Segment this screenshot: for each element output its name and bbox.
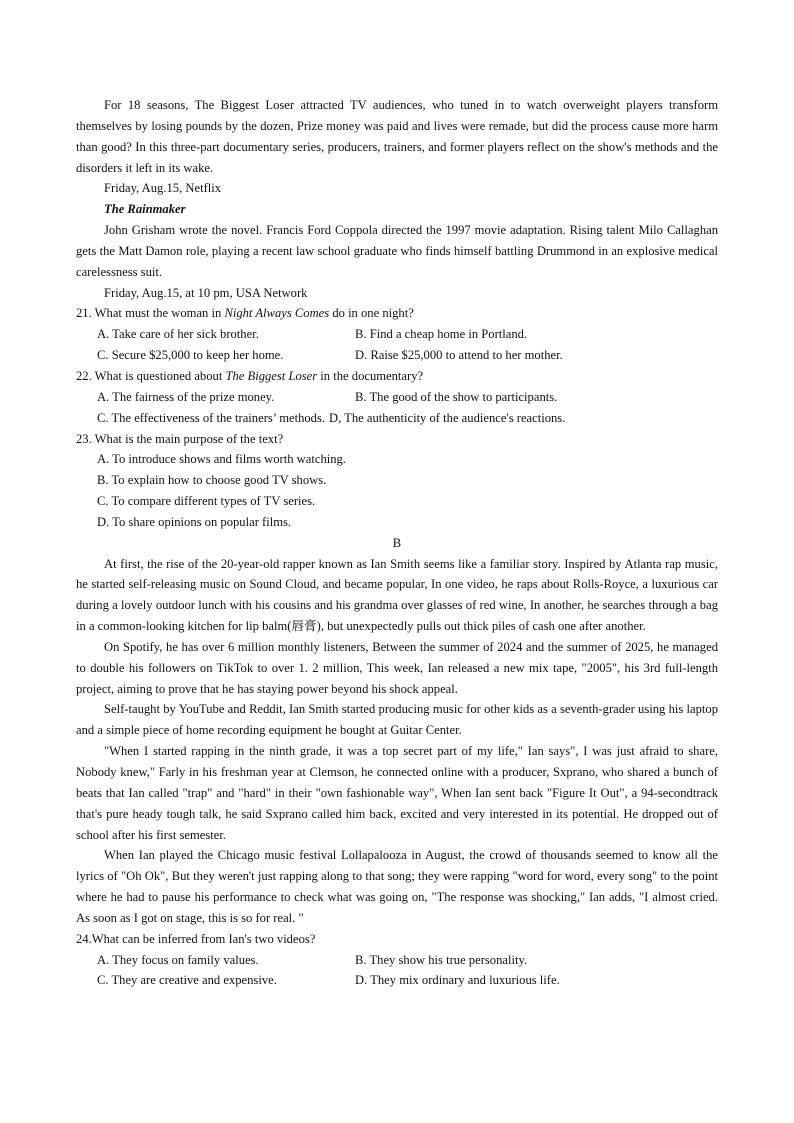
question-22-options bbox=[76, 387, 718, 429]
q21-option-d: D. Raise $25,000 to attend to her mother. bbox=[355, 348, 563, 363]
question-22-stem-post: in the documentary? bbox=[317, 368, 424, 383]
question-21 bbox=[76, 303, 718, 324]
q24-option-a: A. They focus on family values. bbox=[97, 952, 259, 967]
q21-option-c: C. Secure $25,000 to keep her home. bbox=[97, 348, 284, 363]
rainmaker-description: John Grisham wrote the novel. Francis Ford Coppola directed the 1997 movie adaptation. Rising talent Milo Callaghan gets the Matt Damon role, playing a recent law school graduate who finds himself battling Drummond in an explosive medical carelessness suit. bbox=[76, 223, 718, 279]
q24-option-b: B. They show his true personality. bbox=[355, 952, 528, 967]
biggest-loser-description: For 18 seasons, The Biggest Loser attracted TV audiences, who tuned in to watch overweight players transform themselves by losing pounds by the dozen, Prize money was paid and lives were remade, but did the process cause more harm than good? In this three-part documentary series, producers, trainers, and former players reflect on the show's methods and the disorders it left in its wake. bbox=[76, 98, 718, 175]
q22-option-d: D, The authenticity of the audience's reactions. bbox=[329, 410, 566, 425]
exam-page bbox=[76, 95, 718, 991]
question-24: 24.What can be inferred from Ian's two videos? bbox=[76, 931, 316, 946]
q23-option-b: B. To explain how to choose good TV shows. bbox=[97, 473, 327, 488]
question-24-options bbox=[76, 950, 718, 992]
passage-b-paragraph-1: At first, the rise of the 20-year-old rapper known as Ian Smith seems like a familiar story. Inspired by Atlanta rap music, he started self-releasing music on Sound Cloud, and became popular, In one video, he raps about Rolls-Royce, a luxurious car during a lovely outdoor lunch with his cousins and his grandma over glasses of red wine, In another, he searches through a bag in a common-looking kitchen for lip balm(唇膏), but unexpectedly pulls out thick piles of cash one after another. bbox=[76, 556, 718, 634]
question-22 bbox=[76, 366, 718, 387]
rainmaker-airtime: Friday, Aug.15, at 10 pm, USA Network bbox=[104, 285, 308, 300]
q22-option-b: B. The good of the show to participants. bbox=[355, 389, 558, 404]
rainmaker-title: The Rainmaker bbox=[104, 202, 186, 217]
passage-b-paragraph-5: When Ian played the Chicago music festival Lollapalooza in August, the crowd of thousands seemed to know all the lyrics of "Oh Ok", But they weren't just rapping along to that song; they were rapping "word for word, every song" to the point where he had to pause his performance to check what was going on, "The response was shocking," Ian adds, "I almost cried. As soon as I got on stage, this is so for real. " bbox=[76, 848, 718, 925]
question-23: 23. What is the main purpose of the text? bbox=[76, 431, 284, 446]
q23-option-c: C. To compare different types of TV series. bbox=[97, 494, 316, 509]
question-21-stem-pre: 21. What must the woman in bbox=[76, 306, 225, 321]
passage-b-paragraph-2: On Spotify, he has over 6 million monthly listeners, Between the summer of 2024 and the summer of 2025, he managed to double his followers on TikTok to over 1. 2 million, This week, Ian released a new mix tape, "2005", his 3rd full-length project, aiming to prove that he has staying power beyond his shock appeal. bbox=[76, 639, 718, 696]
question-22-stem-title: The Biggest Loser bbox=[225, 368, 318, 383]
q23-option-a: A. To introduce shows and films worth watching. bbox=[97, 452, 346, 467]
q21-option-b: B. Find a cheap home in Portland. bbox=[355, 327, 528, 342]
passage-b-paragraph-4: "When I started rapping in the ninth grade, it was a top secret part of my life," Ian says", I was just afraid to share, Nobody knew," Farly in his freshman year at Clemson, he connected online with a producer, Sxprano, who shared a bunch of beats that Ian called "trap" and "hard" in their "own fashionable way", When Ian sent back "Figure It Out", a 94-secondtrack that's pure heady tough talk, he said Sxprano called him back, excited and very interested in its potential. He dropped out of school after his first semester. bbox=[76, 744, 718, 842]
q22-option-c: C. The effectiveness of the trainers’ methods. bbox=[97, 410, 326, 425]
question-21-stem-post: do in one night? bbox=[329, 306, 414, 321]
q24-option-d: D. They mix ordinary and luxurious life. bbox=[355, 973, 560, 988]
question-22-stem-pre: 22. What is questioned about bbox=[76, 368, 226, 383]
q24-option-c: C. They are creative and expensive. bbox=[97, 973, 277, 988]
biggest-loser-airtime: Friday, Aug.15, Netflix bbox=[104, 181, 222, 196]
q23-option-d: D. To share opinions on popular films. bbox=[97, 514, 292, 529]
question-21-options bbox=[76, 324, 718, 366]
question-21-stem-title: Night Always Comes bbox=[224, 306, 330, 321]
section-b-heading: B bbox=[392, 535, 402, 550]
q21-option-a: A. Take care of her sick brother. bbox=[97, 327, 259, 342]
passage-b-paragraph-3: Self-taught by YouTube and Reddit, Ian Smith started producing music for other kids as a seventh-grader using his laptop and a simple piece of home recording equipment he bought at Guitar Center. bbox=[76, 702, 718, 738]
q22-option-a: A. The fairness of the prize money. bbox=[97, 389, 275, 404]
